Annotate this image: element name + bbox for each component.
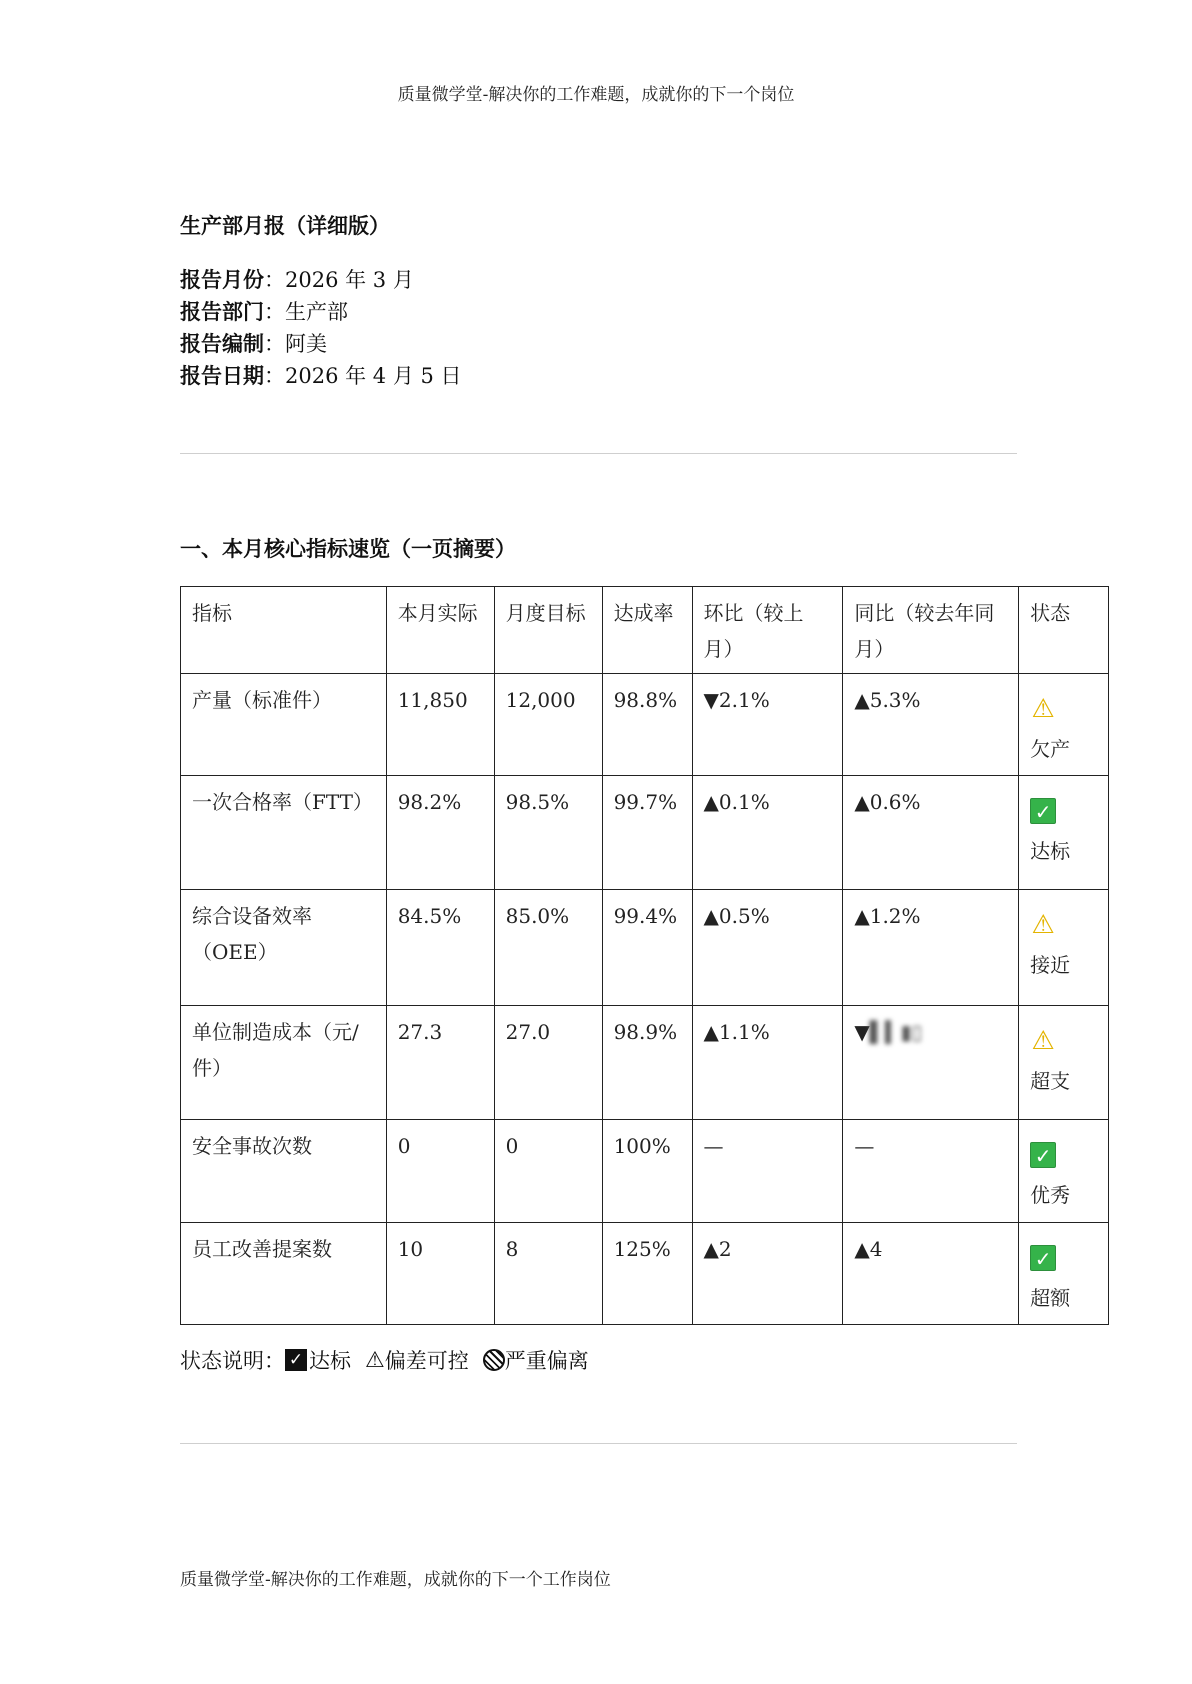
meta-value: 2026 年 4 月 5 日 bbox=[285, 364, 462, 388]
mom-cell: ▲1.1% bbox=[692, 1006, 843, 1120]
target-cell: 8 bbox=[494, 1223, 602, 1325]
check-icon: ✓ bbox=[1030, 798, 1056, 824]
meta-row-department: 报告部门：生产部 bbox=[180, 299, 348, 324]
metric-cell: 单位制造成本（元/件） bbox=[181, 1006, 387, 1120]
rate-cell: 98.9% bbox=[602, 1006, 692, 1120]
status-label: 优秀 bbox=[1030, 1183, 1071, 1207]
warning-icon: ⚠ bbox=[1031, 1026, 1055, 1056]
table-row bbox=[181, 890, 1109, 1006]
metric-cell: 一次合格率（FTT） bbox=[181, 776, 387, 890]
rate-cell: 99.4% bbox=[602, 890, 692, 1006]
status-label: 达标 bbox=[1030, 839, 1071, 863]
legend-prefix: 状态说明： bbox=[180, 1349, 285, 1373]
page-header-note: 质量微学堂-解决你的工作难题，成就你的下一个岗位 bbox=[397, 85, 795, 105]
target-cell: 98.5% bbox=[494, 776, 602, 890]
status-label: 超额 bbox=[1030, 1286, 1071, 1310]
table-header-row bbox=[181, 587, 1109, 674]
metric-cell: 产量（标准件） bbox=[181, 674, 387, 776]
status-cell bbox=[1019, 1120, 1109, 1223]
meta-key: 报告月份 bbox=[180, 267, 264, 292]
header-cell: 本月实际 bbox=[386, 587, 494, 674]
rate-cell: 100% bbox=[602, 1120, 692, 1223]
header-cell: 环比（较上月） bbox=[692, 587, 843, 674]
legend-check-icon: ✓ bbox=[285, 1349, 307, 1371]
actual-cell: 10 bbox=[386, 1223, 494, 1325]
legend-severe-icon bbox=[483, 1349, 505, 1371]
header-cell: 指标 bbox=[181, 587, 387, 674]
yoy-cell: ▲5.3% bbox=[843, 674, 1019, 776]
target-cell: 0 bbox=[494, 1120, 602, 1223]
status-cell bbox=[1019, 1223, 1109, 1325]
status-cell bbox=[1019, 890, 1109, 1006]
table-row bbox=[181, 1120, 1109, 1223]
metric-cell: 综合设备效率（OEE） bbox=[181, 890, 387, 1006]
legend-severe-label: 严重偏离 bbox=[504, 1349, 589, 1373]
header-cell: 同比（较去年同月） bbox=[843, 587, 1019, 674]
legend-warn-label: 偏差可控 bbox=[384, 1349, 469, 1373]
mom-cell: ▲2 bbox=[692, 1223, 843, 1325]
meta-value: 生产部 bbox=[285, 300, 348, 324]
header-cell: 状态 bbox=[1019, 587, 1109, 674]
rate-cell: 99.7% bbox=[602, 776, 692, 890]
yoy-cell: ▲1.2% bbox=[843, 890, 1019, 1006]
meta-value: 2026 年 3 月 bbox=[285, 268, 414, 292]
warning-icon: ⚠ bbox=[1031, 694, 1055, 724]
status-label: 欠产 bbox=[1030, 737, 1071, 761]
meta-row-month: 报告月份：2026 年 3 月 bbox=[180, 267, 414, 292]
yoy-arrow: ▼ bbox=[854, 1020, 870, 1044]
table-row bbox=[181, 1223, 1109, 1325]
target-cell: 12,000 bbox=[494, 674, 602, 776]
meta-row-author: 报告编制：阿美 bbox=[180, 331, 327, 356]
yoy-cell bbox=[843, 1006, 1019, 1120]
actual-cell: 0 bbox=[386, 1120, 494, 1223]
rate-cell: 98.8% bbox=[602, 674, 692, 776]
redacted-value: ▌▍▮▯ bbox=[869, 1020, 923, 1044]
mom-cell: ▲0.1% bbox=[692, 776, 843, 890]
status-legend bbox=[180, 1345, 589, 1375]
divider bbox=[180, 453, 1017, 454]
legend-warning-icon: ⚠ bbox=[365, 1347, 385, 1373]
mom-cell: ▲0.5% bbox=[692, 890, 843, 1006]
legend-ok-label: 达标 bbox=[309, 1349, 351, 1373]
meta-key: 报告编制 bbox=[180, 331, 264, 356]
actual-cell: 84.5% bbox=[386, 890, 494, 1006]
yoy-cell: — bbox=[843, 1120, 1019, 1223]
actual-cell: 98.2% bbox=[386, 776, 494, 890]
metric-cell: 员工改善提案数 bbox=[181, 1223, 387, 1325]
document-title: 生产部月报（详细版） bbox=[180, 213, 390, 238]
report-meta bbox=[180, 264, 462, 392]
target-cell: 85.0% bbox=[494, 890, 602, 1006]
mom-cell: — bbox=[692, 1120, 843, 1223]
meta-row-date: 报告日期：2026 年 4 月 5 日 bbox=[180, 363, 462, 388]
table-row bbox=[181, 776, 1109, 890]
target-cell: 27.0 bbox=[494, 1006, 602, 1120]
status-label: 超支 bbox=[1030, 1069, 1071, 1093]
header-cell: 月度目标 bbox=[494, 587, 602, 674]
table-row bbox=[181, 1006, 1109, 1120]
status-cell bbox=[1019, 674, 1109, 776]
rate-cell: 125% bbox=[602, 1223, 692, 1325]
metric-cell: 安全事故次数 bbox=[181, 1120, 387, 1223]
check-icon: ✓ bbox=[1030, 1142, 1056, 1168]
status-cell bbox=[1019, 776, 1109, 890]
yoy-cell: ▲0.6% bbox=[843, 776, 1019, 890]
kpi-table bbox=[180, 586, 1109, 1325]
mom-cell: ▼2.1% bbox=[692, 674, 843, 776]
status-cell bbox=[1019, 1006, 1109, 1120]
meta-key: 报告日期 bbox=[180, 363, 264, 388]
meta-key: 报告部门 bbox=[180, 299, 264, 324]
yoy-cell: ▲4 bbox=[843, 1223, 1019, 1325]
page-footer-note: 质量微学堂-解决你的工作难题，成就你的下一个工作岗位 bbox=[180, 1570, 611, 1590]
warning-icon: ⚠ bbox=[1031, 910, 1055, 940]
check-icon: ✓ bbox=[1030, 1245, 1056, 1271]
meta-value: 阿美 bbox=[285, 332, 327, 356]
actual-cell: 11,850 bbox=[386, 674, 494, 776]
status-label: 接近 bbox=[1030, 953, 1071, 977]
actual-cell: 27.3 bbox=[386, 1006, 494, 1120]
table-row bbox=[181, 674, 1109, 776]
header-cell: 达成率 bbox=[602, 587, 692, 674]
section-title: 一、本月核心指标速览（一页摘要） bbox=[180, 536, 516, 561]
divider bbox=[180, 1443, 1017, 1444]
